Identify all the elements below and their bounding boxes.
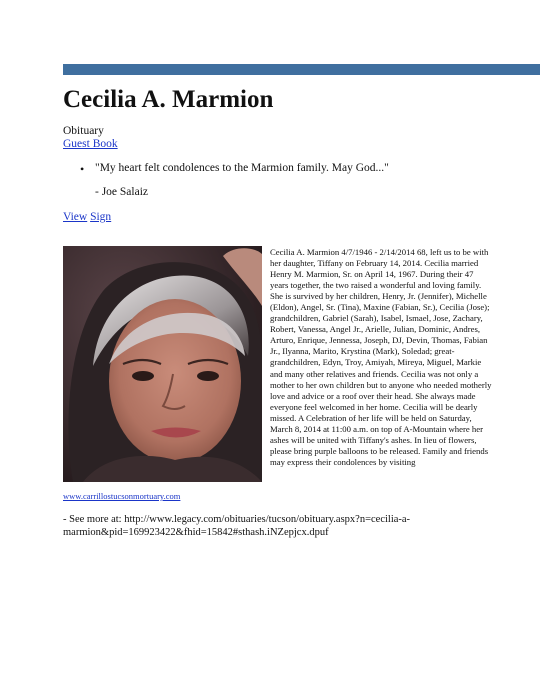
header-accent-bar	[63, 64, 540, 75]
bullet-icon: •	[80, 162, 85, 176]
guestbook-quote: "My heart felt condolences to the Marmion family. May God..."	[95, 162, 389, 174]
sign-link[interactable]: Sign	[90, 211, 112, 223]
guestbook-actions	[63, 211, 111, 223]
portrait-photo-svg	[63, 246, 262, 482]
see-more-text: - See more at: http://www.legacy.com/obituaries/tucson/obituary.aspx?n=cecilia-a-marmion&pid=169923422&fhid=15842#sthash.iNZepjcx.dpuf	[63, 514, 411, 538]
page-title: Cecilia A. Marmion	[63, 86, 274, 113]
view-link[interactable]: View	[63, 211, 88, 223]
obituary-label: Obituary	[63, 125, 104, 137]
portrait-photo	[63, 246, 262, 482]
mortuary-website-link[interactable]: www.carrillostucsonmortuary.com	[63, 491, 181, 501]
guest-book-link[interactable]: Guest Book	[63, 138, 118, 150]
guestbook-author: - Joe Salaiz	[95, 186, 149, 198]
obituary-text: Cecilia A. Marmion 4/7/1946 - 2/14/2014 68, left us to be with her daughter, Tiffany on February 14, 2014. Cecilia married Henry M. Marmion, Sr. on April 14, 1967. During their 47 years together, the two raised a wonderful and loving family. She is survived by her children, Henry, Jr. (Jennifer), Michelle (Eldon), Angel, Sr. (Tina), Maxine (Fabian, Sr.), Cecilia (Jose); grandchildren, Gabriel (Sarah), Isabel, Ismael, Jose, Zachary, Robert, Vanessa, Angel Jr., Arielle, Julian, Dominic, Andres, Arturo, Enrique, Jennessa, Joseph, DJ, Devin, Thomas, Fabian Jr., Ilyanna, Marito, Krystina (Mark), Soledad; great-grandchildren, Edyn, Troy, Amiyah, Mireya, Miguel, Markie and many other relatives and friends. Cecilia was not only a mother to her own children but to anyone who needed motherly love and advice or a roof over their head. She always made everyone feel welcomed in her home. Cecilia will be dearly missed. A Celebration of her life will be held on Saturday, March 8, 2014 at 11:00 a.m. on top of A-Mountain where her ashes will be united with Tiffany's ashes. In lieu of flowers, please bring purple balloons to be released. Family and friends may express their condolences by visiting	[270, 247, 492, 467]
